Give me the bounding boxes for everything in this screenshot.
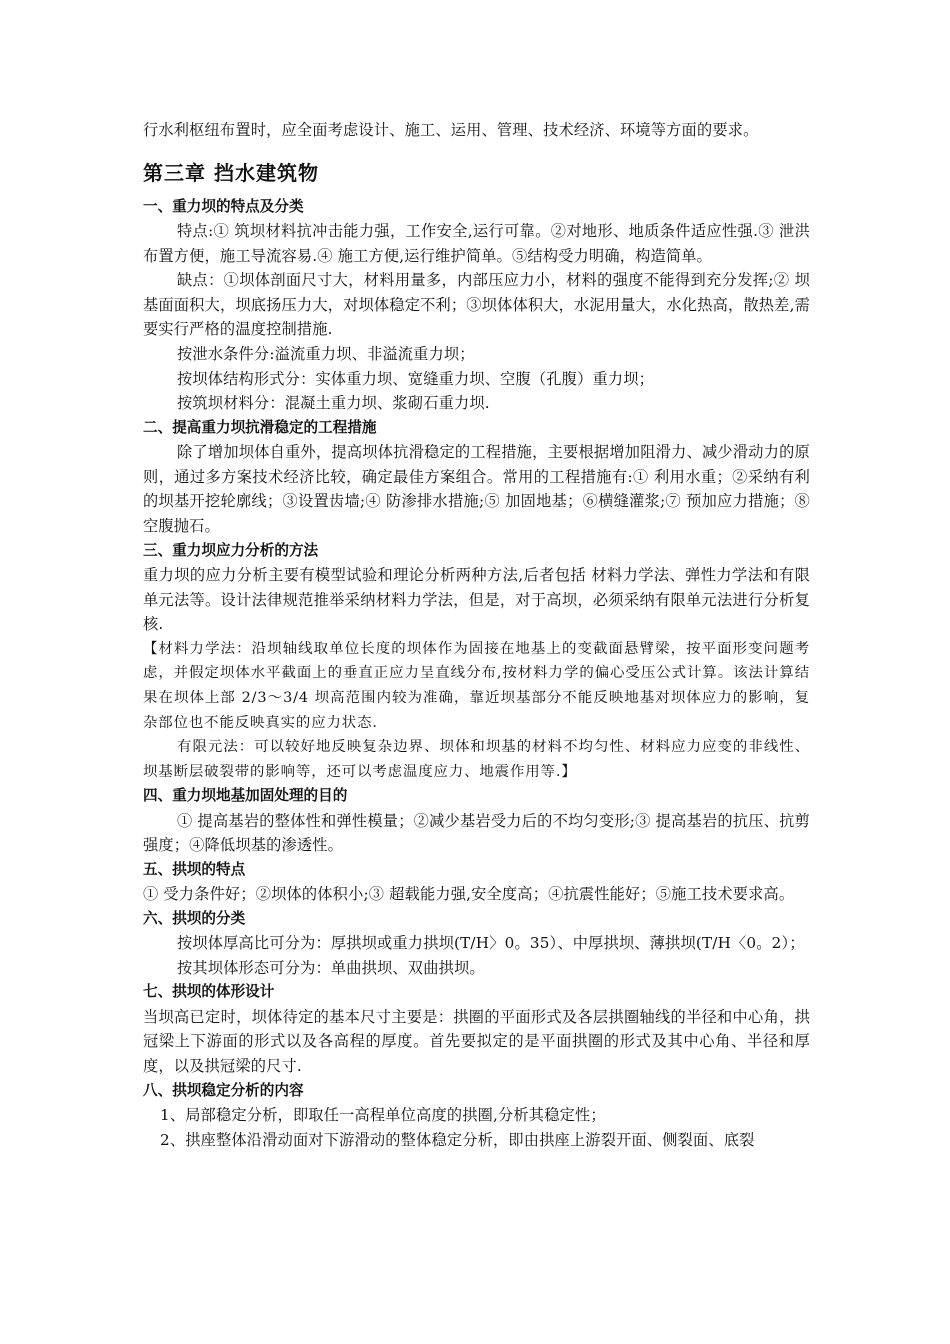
section-6-title: 六、拱坝的分类	[143, 909, 246, 927]
section-8-item-2: 2、拱座整体沿滑动面对下游滑动的整体稳定分析，即由拱座上游裂开面、侧裂面、底裂	[160, 1130, 755, 1149]
section-4-body: ① 提高基岩的整体性和弹性模量；②减少基岩受力后的不均匀变形;③ 提高基岩的抗压、抗剪强度；④降低坝基的渗透性。	[143, 811, 810, 855]
section-8-item-1: 1、局部稳定分析，即取任一高程单位高度的拱圈,分析其稳定性；	[160, 1106, 606, 1125]
section-1-class-1: 按泄水条件分:溢流重力坝、非溢流重力坝；	[177, 344, 475, 363]
section-3-note-fem: 有限元法：可以较好地反映复杂边界、坝体和坝基的材料不均匀性、材料应力应变的非线性、坝基断层破裂带的影响等，还可以考虑温度应力、地震作用等.】	[143, 739, 810, 780]
section-1-features: 特点:① 筑坝材料抗冲击能力强，工作安全,运行可靠。②对地形、地质条件适应性强.③ 泄洪布置方便，施工导流容易.④ 施工方便,运行维护简单。⑤结构受力明确，构造简单。	[143, 222, 810, 265]
section-1-class-2: 按坝体结构形式分：实体重力坝、宽缝重力坝、空腹（孔腹）重力坝；	[177, 369, 655, 388]
section-4-title: 四、重力坝地基加固处理的目的	[143, 787, 348, 805]
section-1-title: 一、重力坝的特点及分类	[143, 197, 304, 215]
section-6-body-1: 按坝体厚高比可分为：厚拱坝或重力拱坝(T/H〉0。35）、中厚拱坝、薄拱坝(T/H〈0。2）；	[177, 934, 805, 953]
section-3-note-material: 【材料力学法：沿坝轴线取单位长度的坝体作为固接在地基上的变截面悬臂梁，按平面形变问题考虑，并假定坝体水平截面上的垂直正应力呈直线分布,按材料力学的偏心受压公式计算。该法计算结果在坝体上部 2/3～3/4 坝高范围内较为准确，靠近坝基部分不能反映地基对坝体应力的影响，复杂部位也不能反映真实的应力状态.	[143, 640, 810, 731]
section-1-defects: 缺点：①坝体剖面尺寸大，材料用量多，内部压应力小，材料的强度不能得到充分发挥;② 坝基面面积大，坝底扬压力大，对坝体稳定不利；③坝体体积大，水泥用量大，水化热高，散热差,需要实行严格的温度控制措施.	[143, 271, 810, 339]
section-2-body: 除了增加坝体自重外，提高坝体抗滑稳定的工程措施，主要根据增加阻滑力、减少滑动力的原则，通过多方案技术经济比较，确定最佳方案组合。常用的工程措施有:① 利用水重；②采纳有利的坝基开挖轮廓线；③设置齿墙;④ 防渗排水措施;⑤ 加固地基；⑥横缝灌浆;⑦ 预加应力措施；⑧空腹抛石。	[143, 443, 810, 535]
section-3-body: 重力坝的应力分析主要有模型试验和理论分析两种方法,后者包括 材料力学法、弹性力学法和有限单元法等。设计法律规范推举采纳材料力学法，但是，对于高坝，必须采纳有限单元法进行分析复核.	[143, 565, 810, 634]
section-5-body: ① 受力条件好；②坝体的体积小;③ 超载能力强,安全度高；④抗震性能好；⑤施工技术要求高。	[143, 885, 795, 904]
document-page	[143, 118, 810, 1152]
section-6-body-2: 按其坝体形态可分为：单曲拱坝、双曲拱坝。	[177, 958, 485, 977]
section-2-title: 二、提高重力坝抗滑稳定的工程措施	[143, 418, 377, 436]
chapter-title: 第三章 挡水建筑物	[143, 160, 319, 185]
section-7-body: 当坝高已定时，坝体待定的基本尺寸主要是：拱圈的平面形式及各层拱圈轴线的半径和中心角，拱冠梁上下游面的形式以及各高程的厚度。首先要拟定的是平面拱圈的形式及其中心角、半径和厚度，以及拱冠梁的尺寸.	[143, 1007, 810, 1076]
section-1-class-3: 按筑坝材料分：混凝土重力坝、浆砌石重力坝.	[177, 394, 490, 413]
section-5-title: 五、拱坝的特点	[143, 860, 246, 878]
section-3-title: 三、重力坝应力分析的方法	[143, 541, 319, 559]
section-8-title: 八、拱坝稳定分析的内容	[143, 1081, 304, 1099]
intro-paragraph: 行水利枢纽布置时，应全面考虑设计、施工、运用、管理、技术经济、环境等方面的要求。	[143, 121, 759, 139]
section-7-title: 七、拱坝的体形设计	[143, 983, 275, 1001]
